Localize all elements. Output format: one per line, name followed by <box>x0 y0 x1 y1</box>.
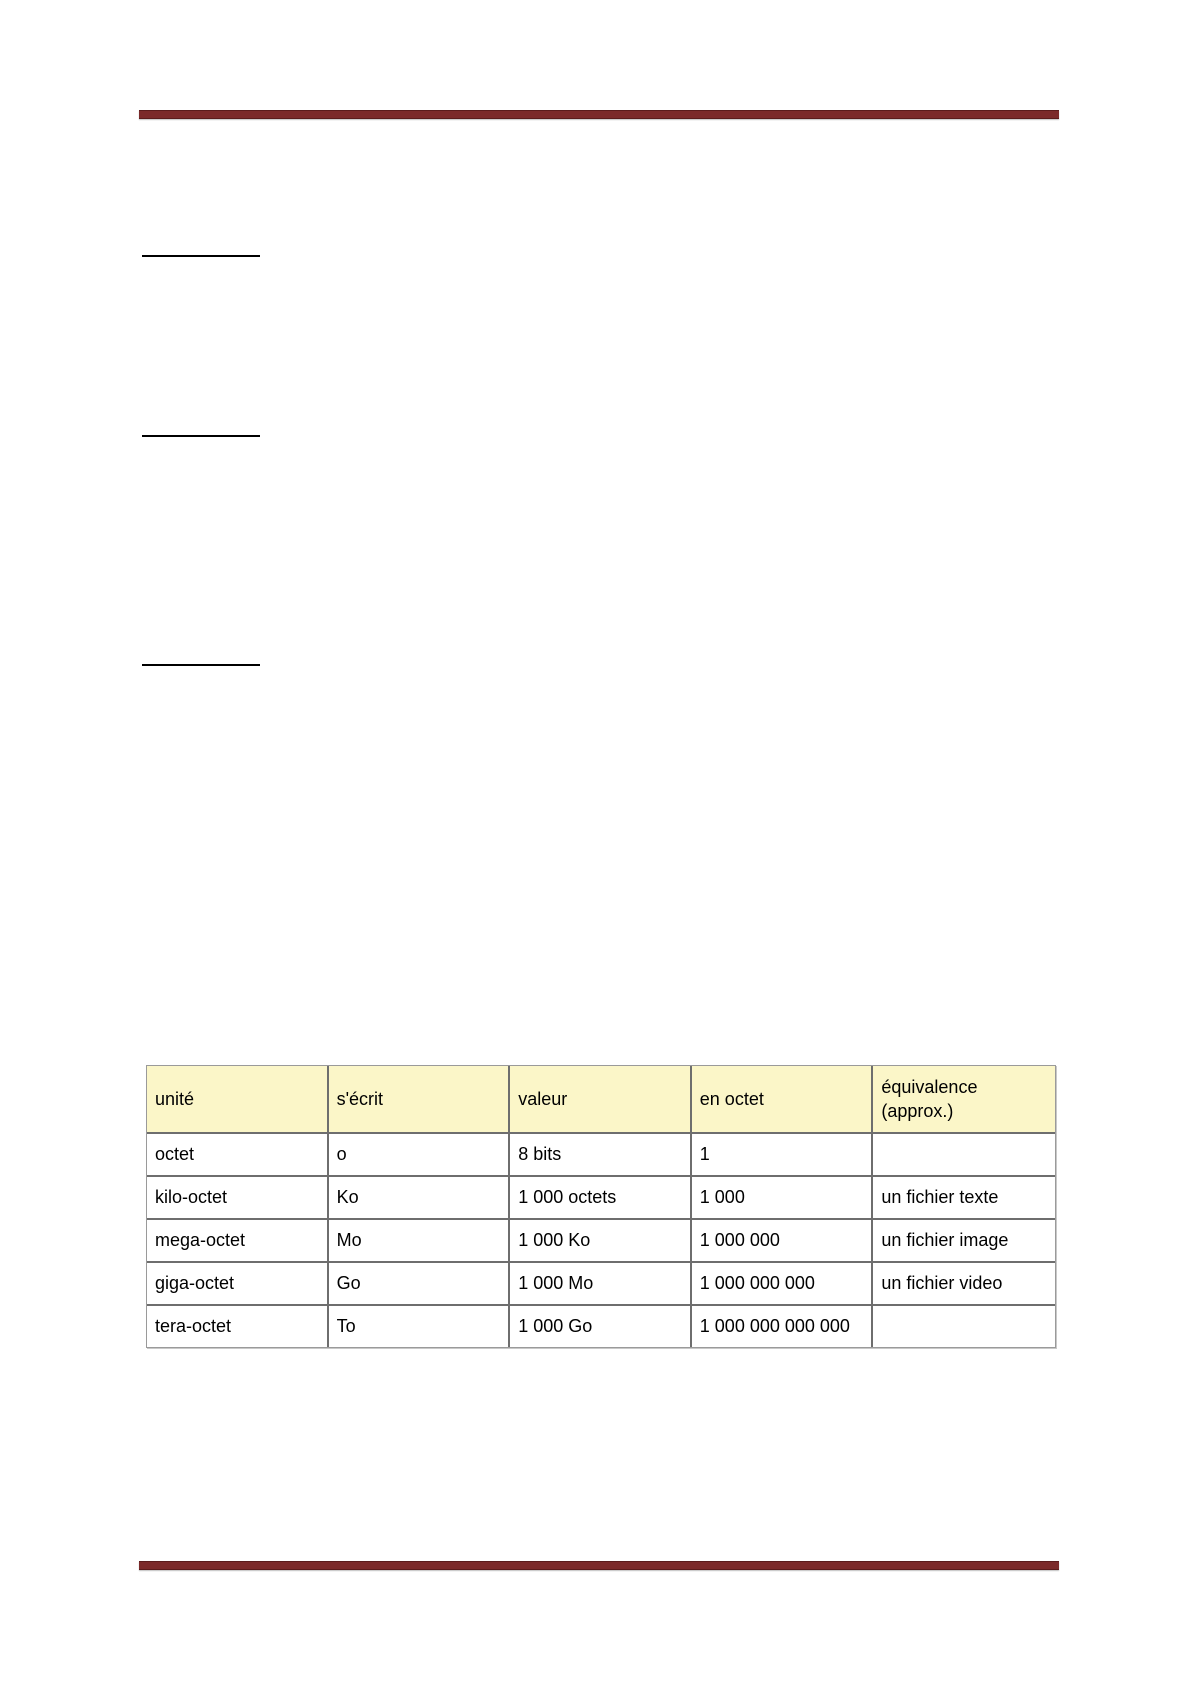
table-cell: To <box>329 1306 511 1347</box>
heading-underline <box>142 664 260 666</box>
table-cell: kilo-octet <box>147 1177 329 1220</box>
table-cell: 1 000 Mo <box>510 1263 692 1306</box>
column-header-equivalence-line1: équivalence <box>881 1077 978 1097</box>
table-cell: mega-octet <box>147 1220 329 1263</box>
table-cell: Mo <box>329 1220 511 1263</box>
column-header-equivalence <box>873 1066 1055 1134</box>
table-cell: o <box>329 1134 511 1177</box>
header-rule <box>139 110 1059 119</box>
heading-underline <box>142 255 260 257</box>
table-row <box>147 1134 1055 1177</box>
table-cell: giga-octet <box>147 1263 329 1306</box>
column-header-en-octet: en octet <box>692 1066 874 1134</box>
units-table-container <box>146 1065 1056 1348</box>
table-cell: un fichier video <box>873 1263 1055 1306</box>
column-header-unite: unité <box>147 1066 329 1134</box>
table-cell: 1 000 octets <box>510 1177 692 1220</box>
table-row <box>147 1220 1055 1263</box>
table-cell <box>873 1134 1055 1177</box>
table-header-row <box>147 1066 1055 1134</box>
column-header-valeur: valeur <box>510 1066 692 1134</box>
column-header-equivalence-line2: (approx.) <box>881 1101 954 1121</box>
table-cell: tera-octet <box>147 1306 329 1347</box>
table-cell: 1 000 000 000 000 <box>692 1306 874 1347</box>
column-header-secrit: s'écrit <box>329 1066 511 1134</box>
table-cell: un fichier texte <box>873 1177 1055 1220</box>
table-cell: 1 000 Ko <box>510 1220 692 1263</box>
table-cell: 8 bits <box>510 1134 692 1177</box>
table-row <box>147 1177 1055 1220</box>
table-row <box>147 1306 1055 1347</box>
footer-rule <box>139 1561 1059 1570</box>
heading-underline <box>142 435 260 437</box>
table-cell: 1 <box>692 1134 874 1177</box>
table-cell: un fichier image <box>873 1220 1055 1263</box>
table-cell: 1 000 000 000 <box>692 1263 874 1306</box>
table-cell: 1 000 Go <box>510 1306 692 1347</box>
table-cell: Go <box>329 1263 511 1306</box>
table-cell: octet <box>147 1134 329 1177</box>
table-cell: Ko <box>329 1177 511 1220</box>
table-row <box>147 1263 1055 1306</box>
table-cell: 1 000 000 <box>692 1220 874 1263</box>
units-table <box>147 1066 1055 1347</box>
table-cell <box>873 1306 1055 1347</box>
table-cell: 1 000 <box>692 1177 874 1220</box>
